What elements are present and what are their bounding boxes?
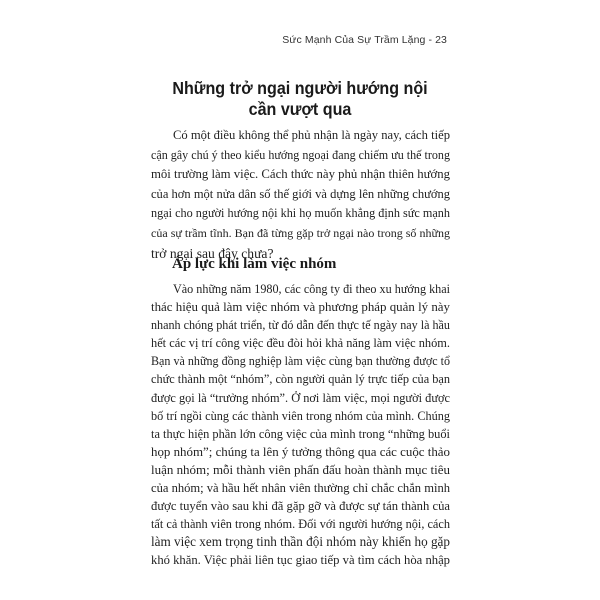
text-line: của sự trầm tĩnh. Bạn đã từng gặp trở ngại nào trong số những bbox=[151, 225, 450, 240]
text-line: ngại cho người hướng nội khi họ muốn khẳng định sức mạnh bbox=[151, 206, 450, 221]
section-heading: Áp lực khi làm việc nhóm bbox=[172, 256, 337, 272]
chapter-title bbox=[162, 78, 438, 120]
text-line: họp nhóm”; chúng ta lên ý tưởng thông qua các cuộc thảo bbox=[151, 443, 450, 459]
running-head: Sức Mạnh Của Sự Trầm Lặng - 23 bbox=[282, 34, 447, 46]
text-line: Vào những năm 1980, các công ty đi theo xu hướng khai bbox=[173, 282, 450, 296]
text-line: nhanh chóng phát triển, từ đó dẫn đến thực tế ngày nay là hầu bbox=[151, 318, 450, 333]
text-line: tất cả thành viên trong nhóm. Đối với người hướng nội, cách bbox=[151, 517, 450, 532]
text-line: trở ngại sau đây chưa? bbox=[151, 245, 274, 261]
text-line: chức thành một “nhóm”, còn người quản lý trực tiếp của bạn bbox=[151, 372, 450, 387]
text-line: khó khăn. Việc phải liên tục giao tiếp và tìm cách hòa nhập bbox=[151, 553, 450, 568]
text-line: ta thực hiện phần lớn công việc của mình trong “những buổi bbox=[151, 426, 450, 441]
text-line: hết các vị trí công việc đều đòi hỏi khả năng làm việc nhóm. bbox=[151, 336, 450, 351]
text-line: được gọi là “trưởng nhóm”. Ở nơi làm việc, mọi người được bbox=[151, 390, 450, 405]
text-line: thác hiệu quả làm việc nhóm và phương pháp quản lý này bbox=[151, 299, 450, 315]
text-line: cận gây chú ý theo kiểu hướng ngoại đang chiếm ưu thế trong bbox=[151, 147, 450, 162]
text-line: Có một điều không thể phủ nhận là ngày nay, cách tiếp bbox=[173, 128, 450, 142]
text-line: của nhóm; và hầu hết nhân viên thường chỉ chắc chắn mình bbox=[151, 481, 450, 496]
section-paragraph bbox=[151, 280, 450, 570]
text-line: được tuyển vào sau khi đã gặp gỡ và được sự tán thành của bbox=[151, 499, 450, 514]
text-line: làm việc xem trọng tinh thần đội nhóm này khiến họ gặp bbox=[151, 534, 450, 550]
chapter-title-line: cần vượt qua bbox=[248, 99, 352, 119]
text-line: Bạn và những đồng nghiệp làm việc cùng bạn thường được tổ bbox=[151, 354, 450, 369]
intro-paragraph bbox=[151, 126, 450, 263]
text-line: luận nhóm; mỗi thành viên phấn đấu hoàn thành mục tiêu bbox=[151, 461, 450, 477]
text-line: của hơn một nửa dân số thế giới và dựng lên những chướng bbox=[151, 186, 450, 201]
chapter-title-line: Những trở ngại người hướng nội bbox=[172, 78, 428, 98]
text-line: bố trí ngồi cùng các thành viên trong nhóm của mình. Chúng bbox=[151, 408, 450, 423]
text-line: môi trường làm việc. Cách thức này phủ nhận thiên hướng bbox=[151, 167, 450, 182]
